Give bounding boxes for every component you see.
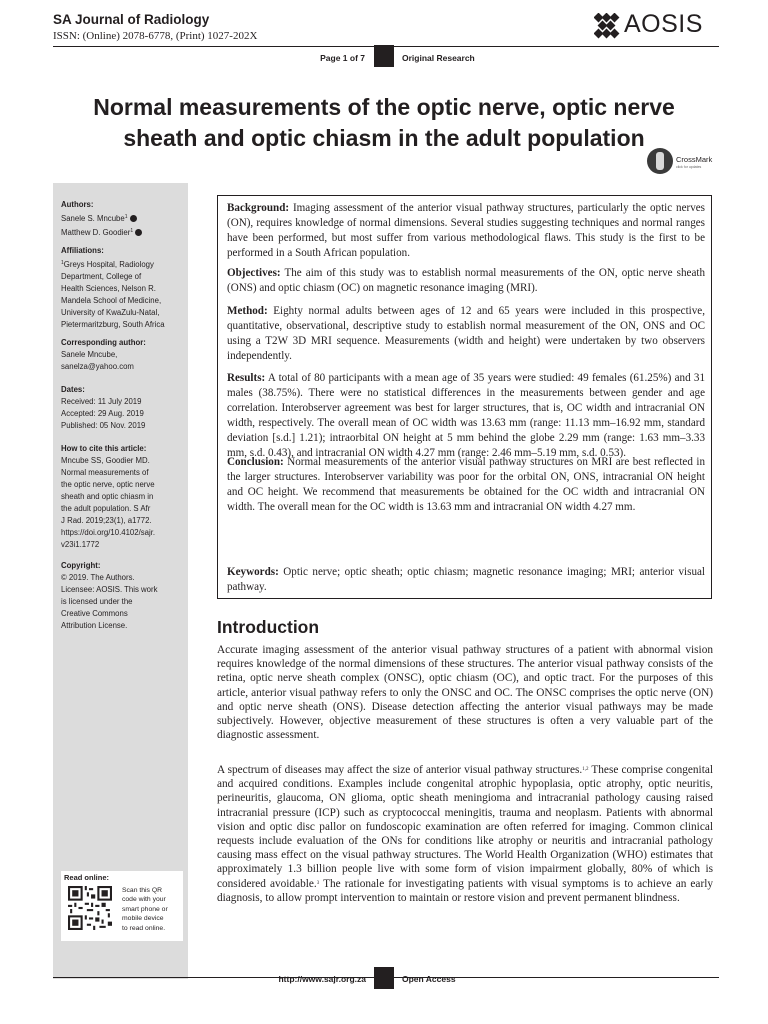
date-received: Received: 11 July 2019 bbox=[61, 397, 142, 406]
abstract-text: Imaging assessment of the anterior visual pathway structures, particularly the optic nerves (ON), requires knowledge of normal dimensions. Several studies suggesting techniques and normal ranges have been performed, but most suffer from various methodological flaws. This study is the first to be performed in a South African population. bbox=[227, 202, 705, 259]
citation-ref[interactable]: 1,2 bbox=[582, 767, 589, 772]
abstract-heading: Results: bbox=[227, 372, 266, 384]
cite-line: the optic nerve, optic nerve bbox=[61, 480, 155, 489]
affiliation-sup: 1 bbox=[61, 260, 64, 266]
abstract-method bbox=[227, 304, 705, 364]
affiliation-line: Department, College of bbox=[61, 272, 142, 281]
header-block bbox=[374, 45, 394, 67]
qr-instruction-line: smart phone or bbox=[122, 905, 168, 913]
read-online-label: Read online: bbox=[64, 873, 110, 882]
doi-link[interactable]: v23i1.1772 bbox=[61, 540, 100, 549]
author-name: Matthew D. Goodier bbox=[61, 228, 131, 237]
qr-code-icon[interactable] bbox=[68, 886, 112, 930]
aosis-logo bbox=[594, 10, 720, 43]
qr-instruction-line: mobile device bbox=[122, 915, 164, 923]
crossmark-label: CrossMark bbox=[676, 155, 713, 164]
affiliation-line: Mandela School of Medicine, bbox=[61, 296, 162, 305]
aosis-logo-text: AOSIS bbox=[624, 10, 703, 38]
cite-line: sheath and optic chiasm in bbox=[61, 492, 154, 501]
abstract-results bbox=[227, 371, 705, 461]
abstract-text: Eighty normal adults between ages of 12 and 65 years were included in this prospective, quantitative, observational, descriptive study to establish normal measurement of the ON, ONS and OC using a T2W 3D MRI sequence. Measurements (width and height) were undertaken by two observers independently. bbox=[227, 305, 705, 362]
abstract-heading: Conclusion: bbox=[227, 456, 284, 468]
date-published: Published: 05 Nov. 2019 bbox=[61, 421, 146, 430]
copyright-block bbox=[61, 560, 188, 632]
crossmark-sub: click for updates bbox=[676, 165, 702, 169]
abstract-heading: Objectives: bbox=[227, 267, 281, 279]
aosis-logo-icon bbox=[594, 13, 620, 39]
paragraph-text: These comprise congenital and acquired conditions. Examples include congenital atrophic hypoplasia, optic atrophy, optic neuritis, perineuritis, glaucoma, ON glioma, optic sheath meningioma and intracranial pathology causing raised intracranial pressure (ICP) such as cryptococcal meningitis, trauma and neoplasm. Patients with abnormal vision and optic disc pallor on fundoscopic examination are often referred for imaging. Common clinical requests include evaluation of the ONs for conditions like atrophy or neuritis and intracranial pathology causing mass effect on the visual pathway structures. The World Health Organization (WHO) estimates that approximately 1.3 billion people live with some form of vision impairment globally, 80% of which is considered avoidable. bbox=[217, 764, 713, 890]
section-heading: Introduction bbox=[217, 617, 320, 637]
affiliation-line: Pietermaritzburg, South Africa bbox=[61, 320, 165, 329]
abstract-heading: Method: bbox=[227, 305, 268, 317]
copyright-line: Creative Commons bbox=[61, 609, 128, 618]
paragraph-text: The rationale for investigating patients with visual symptoms is to achieve an early diagnosis, to allow prompt intervention to maintain or restore vision and prevent permanent blindness. bbox=[217, 877, 713, 904]
abstract-background bbox=[227, 201, 705, 261]
corresponding-email[interactable]: sanelza@yahoo.com bbox=[61, 362, 134, 371]
qr-instruction-line: Scan this QR bbox=[122, 887, 163, 894]
crossmark-icon bbox=[647, 148, 673, 174]
copyright-label: Copyright: bbox=[61, 561, 101, 570]
abstract-text: A total of 80 participants with a mean age of 35 years were studied: 49 females (61.25%) and 31 males (38.75%). There were no statistical differences in the measurements between gender and age correlation. Interobserver agreement was best for larger structures, that is, OC width and intracranial ON width, respectively. The overall mean of OC width was 13.63 mm (range: 11.13 mm–16.92 mm, standard deviation [s.d.] 1.21); intraorbital ON height at 5 mm behind the globe 2.29 mm (range: 1.63 mm–3.33 mm, s.d. 0.43), and intracranial ON width 4.27 mm (range: 2.46 mm–5.19 mm, s.d. 0.53). bbox=[227, 372, 705, 459]
doi-link[interactable]: https://doi.org/10.4102/sajr. bbox=[61, 528, 156, 537]
footer-block bbox=[374, 967, 394, 989]
cite-line: Mncube SS, Goodier MD. bbox=[61, 456, 150, 465]
read-online-box bbox=[61, 871, 183, 941]
journal-title: SA Journal of Radiology bbox=[53, 12, 210, 27]
copyright-line: Licensee: AOSIS. This work bbox=[61, 585, 158, 594]
author-sup: 1 bbox=[130, 228, 134, 234]
sidebar bbox=[53, 183, 188, 979]
cite-line: Normal measurements of bbox=[61, 468, 149, 477]
qr-instruction-line: to read online. bbox=[122, 924, 166, 932]
corresponding-block bbox=[61, 337, 188, 373]
cite-label: How to cite this article: bbox=[61, 444, 147, 453]
date-accepted: Accepted: 29 Aug. 2019 bbox=[61, 409, 144, 418]
intro-paragraph-1: Accurate imaging assessment of the anterior visual pathway structures of a patient with abnormal vision requires knowledge of the normal dimensions of these structures. The anterior visual pathway consists of the retina, optic nerve sheath complex (ONSC), optic chiasm (OC), and optic tract. For the purposes of this article, anterior visual pathway refers to only the ONSC and OC. The ONSC comprises the optic nerve (ON) and optic nerve sheath (ONS). Disease detection affecting the anterior visual pathways may be made subjectively. However, objective measurement of these structures is often a very valuable part of the diagnostic assessment. bbox=[217, 644, 713, 742]
crossmark-badge[interactable] bbox=[647, 148, 727, 176]
qr-instructions bbox=[122, 886, 180, 933]
cite-block bbox=[61, 443, 188, 551]
cite-line: the adult population. S Afr bbox=[61, 504, 151, 513]
affiliation-line: Greys Hospital, Radiology bbox=[63, 260, 154, 269]
abstract-conclusion bbox=[227, 455, 705, 515]
article-title-line-2: sheath and optic chiasm in the adult population bbox=[123, 125, 645, 151]
orcid-icon[interactable] bbox=[135, 229, 142, 236]
abstract-heading: Background: bbox=[227, 202, 290, 214]
page-number: Page 1 of 7 bbox=[320, 53, 365, 63]
copyright-line: © 2019. The Authors. bbox=[61, 573, 135, 582]
dates-label: Dates: bbox=[61, 385, 85, 394]
abstract-keywords bbox=[227, 565, 705, 595]
copyright-line: is licensed under the bbox=[61, 597, 133, 606]
open-access-label: Open Access bbox=[402, 974, 456, 984]
article-type: Original Research bbox=[402, 53, 475, 63]
orcid-icon[interactable] bbox=[130, 215, 137, 222]
issn-line: ISSN: (Online) 2078-6778, (Print) 1027-202X bbox=[53, 30, 258, 42]
footer-url[interactable]: http://www.sajr.org.za bbox=[278, 974, 366, 984]
dates-block bbox=[61, 384, 188, 432]
author-name: Sanele S. Mncube bbox=[61, 214, 125, 223]
article-title bbox=[40, 92, 728, 154]
authors-block bbox=[61, 199, 188, 239]
qr-instruction-line: code with your bbox=[122, 896, 166, 904]
authors-label: Authors: bbox=[61, 200, 94, 209]
abstract-heading: Keywords: bbox=[227, 566, 279, 578]
cite-line: J Rad. 2019;23(1), a1772. bbox=[61, 516, 152, 525]
intro-paragraph-2 bbox=[217, 763, 713, 905]
author-sup: 1 bbox=[124, 214, 128, 220]
abstract-objectives bbox=[227, 266, 705, 296]
abstract-text: Normal measurements of the anterior visual pathway structures on MRI are best reflected in the larger structures. Interobserver variability was poor for the orbital ON, ONS, intracranial ON height and OC height. We recommend that measurements be obtained for the OC width and intracranial ON width. The overall mean for the OC width is 13.63 mm and intracranial ON width 4.27 mm. bbox=[227, 456, 705, 513]
corresponding-label: Corresponding author: bbox=[61, 338, 146, 347]
paragraph-text: A spectrum of diseases may affect the size of anterior visual pathway structures. bbox=[217, 764, 583, 776]
affiliations-label: Affiliations: bbox=[61, 246, 104, 255]
corresponding-name: Sanele Mncube, bbox=[61, 350, 118, 359]
abstract-box bbox=[217, 195, 712, 599]
citation-ref[interactable]: 3 bbox=[316, 880, 320, 886]
affiliation-line: University of KwaZulu-Natal, bbox=[61, 308, 160, 317]
affiliations-block bbox=[61, 245, 188, 331]
copyright-line: Attribution License. bbox=[61, 621, 128, 630]
article-title-line-1: Normal measurements of the optic nerve, optic nerve bbox=[93, 94, 675, 120]
abstract-text: Optic nerve; optic sheath; optic chiasm; magnetic resonance imaging; MRI; anterior visual pathway. bbox=[227, 566, 705, 593]
affiliation-line: Health Sciences, Nelson R. bbox=[61, 284, 156, 293]
abstract-text: The aim of this study was to establish normal measurements of the ON, optic nerve sheath (ONS) and optic chiasm (OC) on magnetic resonance imaging (MRI). bbox=[227, 267, 705, 294]
